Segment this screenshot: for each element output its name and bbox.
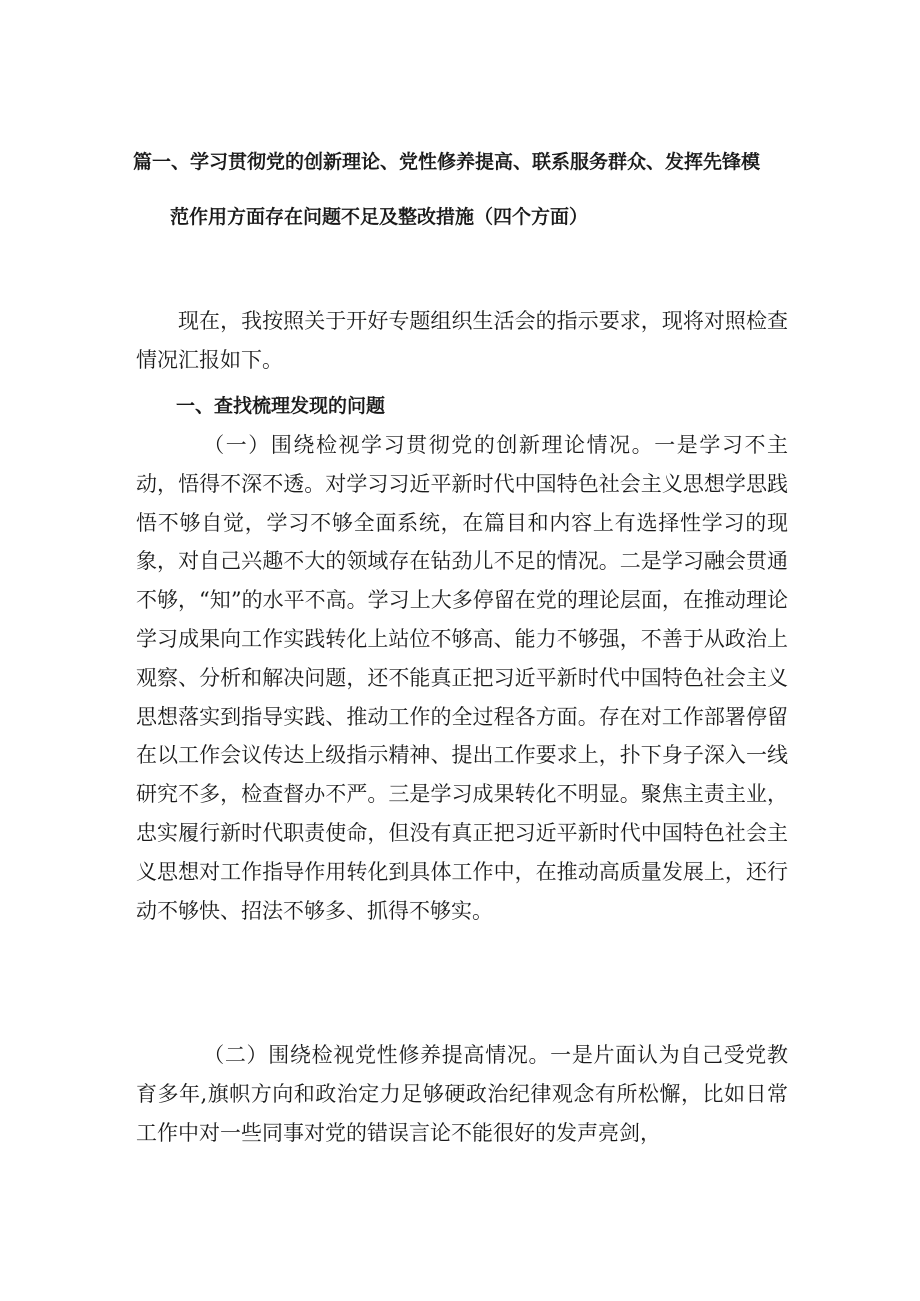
document-title-line2: 范作用方面存在问题不足及整改措施（四个方面） bbox=[170, 206, 589, 228]
section-paragraph-2: （二）围绕检视党性修养提高情况。一是片面认为自己受党教育多年,旗帜方向和政治定力足够硬政治纪律观念有所松懈，比如日常工作中对一些同事对党的错误言论不能很好的发声亮剑， bbox=[136, 1043, 788, 1145]
intro-paragraph: 现在，我按照关于开好专题组织生活会的指示要求，现将对照检查情况汇报如下。 bbox=[136, 309, 788, 372]
section-heading: 一、查找梳理发现的问题 bbox=[176, 395, 386, 417]
document-title-line1: 篇一、学习贯彻党的创新理论、党性修养提高、联系服务群众、发挥先锋模 bbox=[133, 151, 761, 173]
section-paragraph-1: （一）围绕检视学习贯彻党的创新理论情况。一是学习不主动，悟得不深不透。对学习习近平新时代中国特色社会主义思想学思践悟不够自觉，学习不够全面系统，在篇目和内容上有选择性学习的现象，对自己兴趣不大的领域存在钻劲儿不足的情况。二是学习融会贯通不够，“知”的水平不高。学习上大多停留在党的理论层面，在推动理论学习成果向工作实践转化上站位不够高、能力不够强，不善于从政治上观察、分析和解决问题，还不能真正把习近平新时代中国特色社会主义思想落实到指导实践、推动工作的全过程各方面。存在对工作部署停留在以工作会议传达上级指示精神、提出工作要求上，扑下身子深入一线研究不多，检查督办不严。三是学习成果转化不明显。聚焦主责主业，忠实履行新时代职责使命，但没有真正把习近平新时代中国特色社会主义思想对工作指导作用转化到具体工作中，在推动高质量发展上，还行动不够快、招法不够多、抓得不够实。 bbox=[136, 433, 788, 923]
